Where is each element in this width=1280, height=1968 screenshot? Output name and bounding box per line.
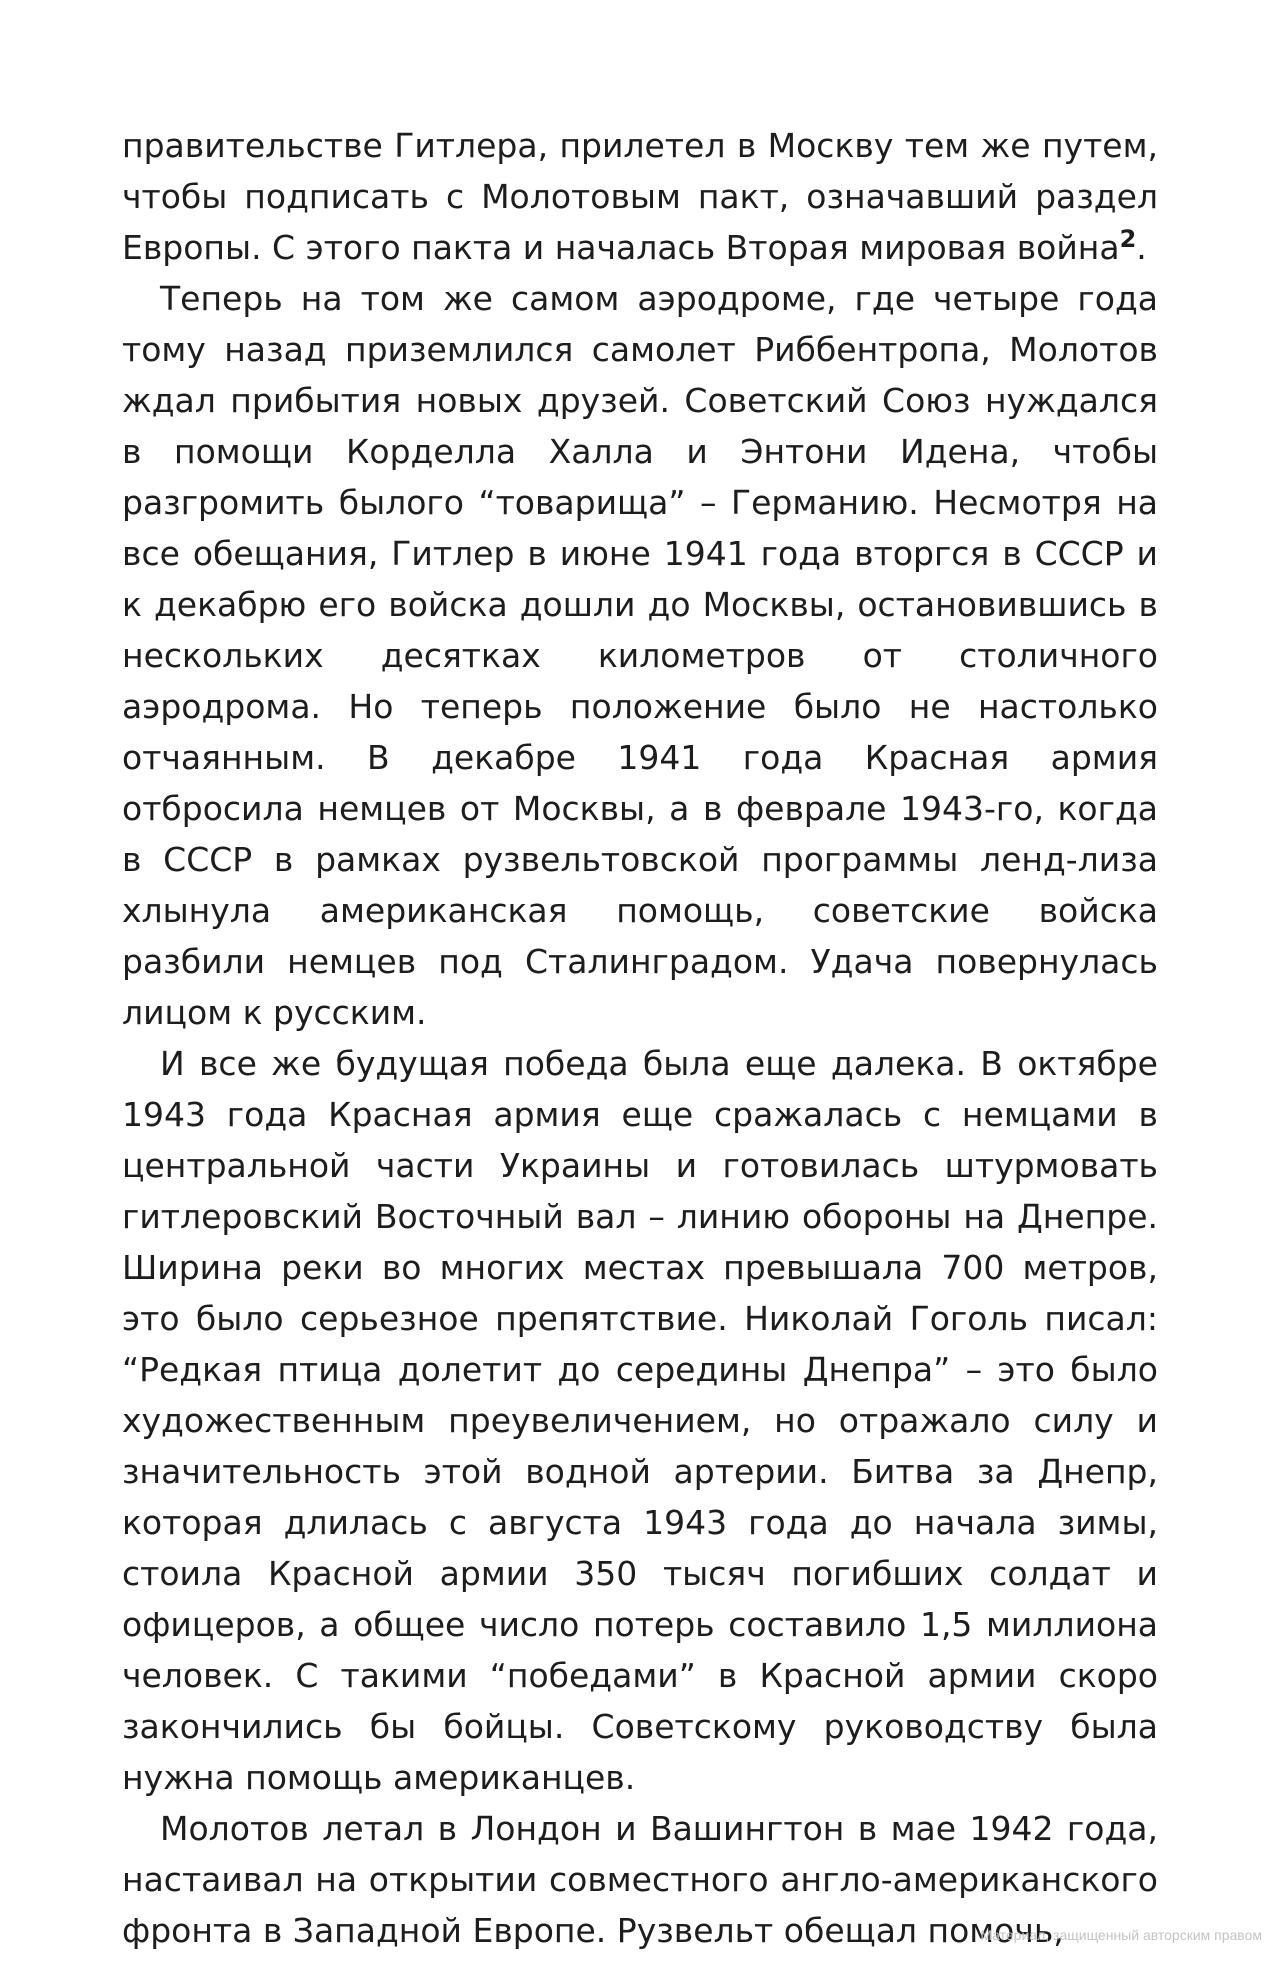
paragraph-4: Молотов летал в Лондон и Вашингтон в мае 1942 года, настаивал на открытии совместного англо-американского фронта в Западной Европе. Рузвельт обещал помочь, bbox=[122, 1809, 1158, 1950]
paragraph-3: И все же будущая победа была еще далека. В октябре 1943 года Красная армия еще сражалась с немцами в центральной части Украины и готовилась штурмовать гитлеровский Восточный вал – линию обороны на Днепре. Ширина реки во многих местах превышала 700 метров, это было серьезное препятствие. Николай Гоголь писал: “Редкая птица долетит до середины Днепра” – это было художественным преувеличением, но отражало силу и значительность этой водной артерии. Битва за Днепр, которая длилась с августа 1943 года до начала зимы, стоила Красной армии 350 тысяч погибших солдат и офицеров, а общее число потерь составило 1,5 миллиона человек. С такими “победами” в Красной армии скоро закончились бы бойцы. Советскому руководству была нужна помощь американцев. bbox=[122, 1044, 1158, 1797]
footnote-marker[interactable]: 2 bbox=[1119, 225, 1137, 253]
paragraph-1 bbox=[122, 120, 1158, 273]
page-body bbox=[122, 120, 1158, 1956]
paragraph-1-end: . bbox=[1136, 228, 1147, 267]
paragraph-1-text: правительстве Гитлера, прилетел в Москву тем же путем, чтобы подписать с Молотовым пакт, означавший раздел Европы. С этого пакта и началась Вторая мировая война bbox=[122, 126, 1158, 267]
paragraph-2: Теперь на том же самом аэродроме, где четыре года тому назад приземлился самолет Риббентропа, Молотов ждал прибытия новых друзей. Советский Союз нуждался в помощи Корделла Халла и Энтони Идена, чтобы разгромить былого “товарища” – Германию. Несмотря на все обещания, Гитлер в июне 1941 года вторгся в СССР и к декабрю его войска дошли до Москвы, остановившись в нескольких десятках километров от столичного аэродрома. Но теперь положение было не настолько отчаянным. В декабре 1941 года Красная армия отбросила немцев от Москвы, а в феврале 1943-го, когда в СССР в рамках рузвельтовской программы ленд-лиза хлынула американская помощь, советские войска разбили немцев под Сталинградом. Удача повернулась лицом к русским. bbox=[122, 279, 1158, 1032]
copyright-watermark: Материал, защищенный авторским правом bbox=[980, 1927, 1262, 1943]
